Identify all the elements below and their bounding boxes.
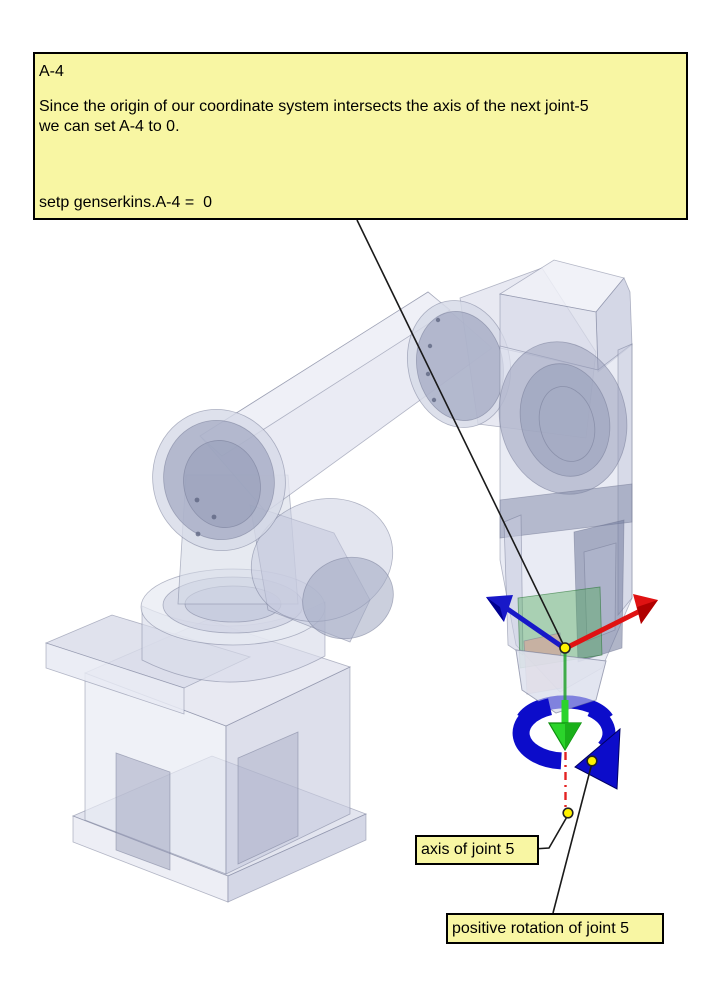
shoulder-bolt: [196, 532, 201, 537]
note-body-line1: Since the origin of our coordinate system intersects the axis of the next joint-5: [39, 98, 589, 115]
rotation-arrow-head: [575, 729, 620, 789]
shoulder-bolt: [212, 515, 217, 520]
shoulder-bolt: [195, 498, 200, 503]
rotation-callout-leader: [553, 763, 592, 913]
note-body-line2: we can set A-4 to 0.: [39, 118, 180, 135]
note-title: A-4: [39, 63, 64, 80]
rotation-point-marker: [587, 756, 597, 766]
elbow-bolt: [428, 344, 432, 348]
axis-callout-label: axis of joint 5: [415, 835, 539, 865]
elbow-bolt: [432, 398, 436, 402]
elbow-bolt: [426, 372, 430, 376]
elbow-bolt: [436, 318, 440, 322]
note-command: setp genserkins.A-4 = 0: [39, 194, 212, 211]
origin-marker: [560, 643, 570, 653]
rotation-direction-arrow: [521, 707, 620, 789]
robot-arm-model: [46, 260, 643, 902]
note-box: [33, 52, 688, 220]
rotation-callout-label: positive rotation of joint 5: [446, 913, 664, 944]
axis-point-marker: [563, 808, 573, 818]
base-cavity-left: [116, 753, 170, 870]
note-body: [39, 97, 684, 137]
